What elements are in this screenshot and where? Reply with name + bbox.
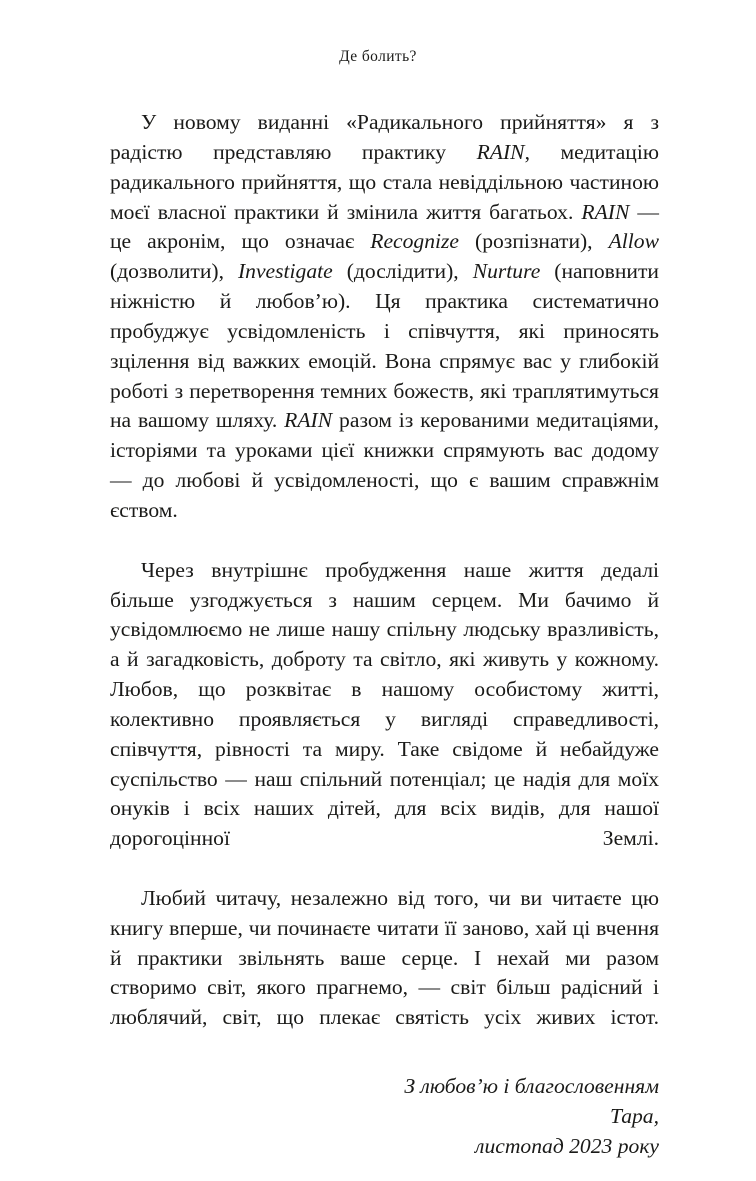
paragraph-1 <box>110 108 659 556</box>
signature-line-name: Тара, <box>609 1103 659 1128</box>
paragraph-1-run-1: У новому виданні «Радикального прийняття» я з радістю представляю практику <box>110 110 659 164</box>
paragraph-1-run-8-italic: Allow <box>608 229 659 254</box>
paragraph-3-run-1: Любий читачу, незалежно від того, чи ви читаєте цю книгу вперше, чи починаєте читати її заново, хай ці вчення й практики звільнять ваше серце. І нехай ми разом створимо світ, якого прагнемо, — світ більш радісний і люблячий, світ, що плекає святість усіх живих істот. <box>110 885 659 1030</box>
paragraph-1-run-7: (розпізнати), <box>459 229 609 254</box>
paragraph-1-run-9: (дозволити), <box>110 259 238 284</box>
body-text-block <box>110 108 659 1162</box>
signature-line-closing: З любов’ю і благословенням <box>404 1074 659 1098</box>
paragraph-3 <box>110 884 659 1063</box>
paragraph-1-run-14-italic: RAIN <box>284 408 333 433</box>
paragraph-1-run-13: (наповнити ніжністю й любов’ю). Ця практика систематично пробуджує усвідомленість і співчуття, які приносять зцілення від важких емоцій. Вона спрямує вас у глибокій роботі з перетворення темних божеств, які траплятимуться на вашому шляху. <box>110 259 659 433</box>
paragraph-1-run-12-italic: Nurture <box>472 259 541 284</box>
signature-block <box>110 1072 659 1162</box>
paragraph-1-run-5: — це акронім, що означає <box>110 199 659 254</box>
paragraph-1-run-4-italic: RAIN <box>581 199 630 224</box>
paragraph-2-run-1: Через внутрішнє пробудження наше життя дедалі більше узгоджується з нашим серцем. Ми бачимо й усвідомлюємо не лише нашу спільну людську вразливість, а й загадковість, доброту та світло, які живуть у кожному. Любов, що розквітає в нашому особистому житті, колективно проявляється у вигляді справедливості, співчуття, рівності та миру. Таке свідоме й небайдуже суспільство — наш спільний потенціал; це надія для моїх онуків і всіх наших дітей, для всіх видів, для нашої дорогоцінної Землі. <box>110 557 659 851</box>
running-head: Де болить? <box>339 48 417 65</box>
paragraph-1-run-11: (дослідити), <box>332 259 473 284</box>
signature-line-date: листопад 2023 року <box>475 1133 659 1158</box>
paragraph-1-run-3: , медитацію радикального прийняття, що стала невіддільною частиною моєї власної практики й змінила життя багатьох. <box>110 139 659 224</box>
paragraph-2 <box>110 556 659 884</box>
paragraph-1-run-10-italic: Investigate <box>237 259 333 284</box>
paragraph-1-run-6-italic: Recognize <box>370 229 459 254</box>
paragraph-1-run-15: разом із керованими медитаціями, історіями та уроками цієї книжки спрямують вас додому — до любові й усвідомленості, що є вашим справжнім єством. <box>110 408 659 522</box>
paragraph-1-run-2-italic: RAIN <box>476 139 525 164</box>
